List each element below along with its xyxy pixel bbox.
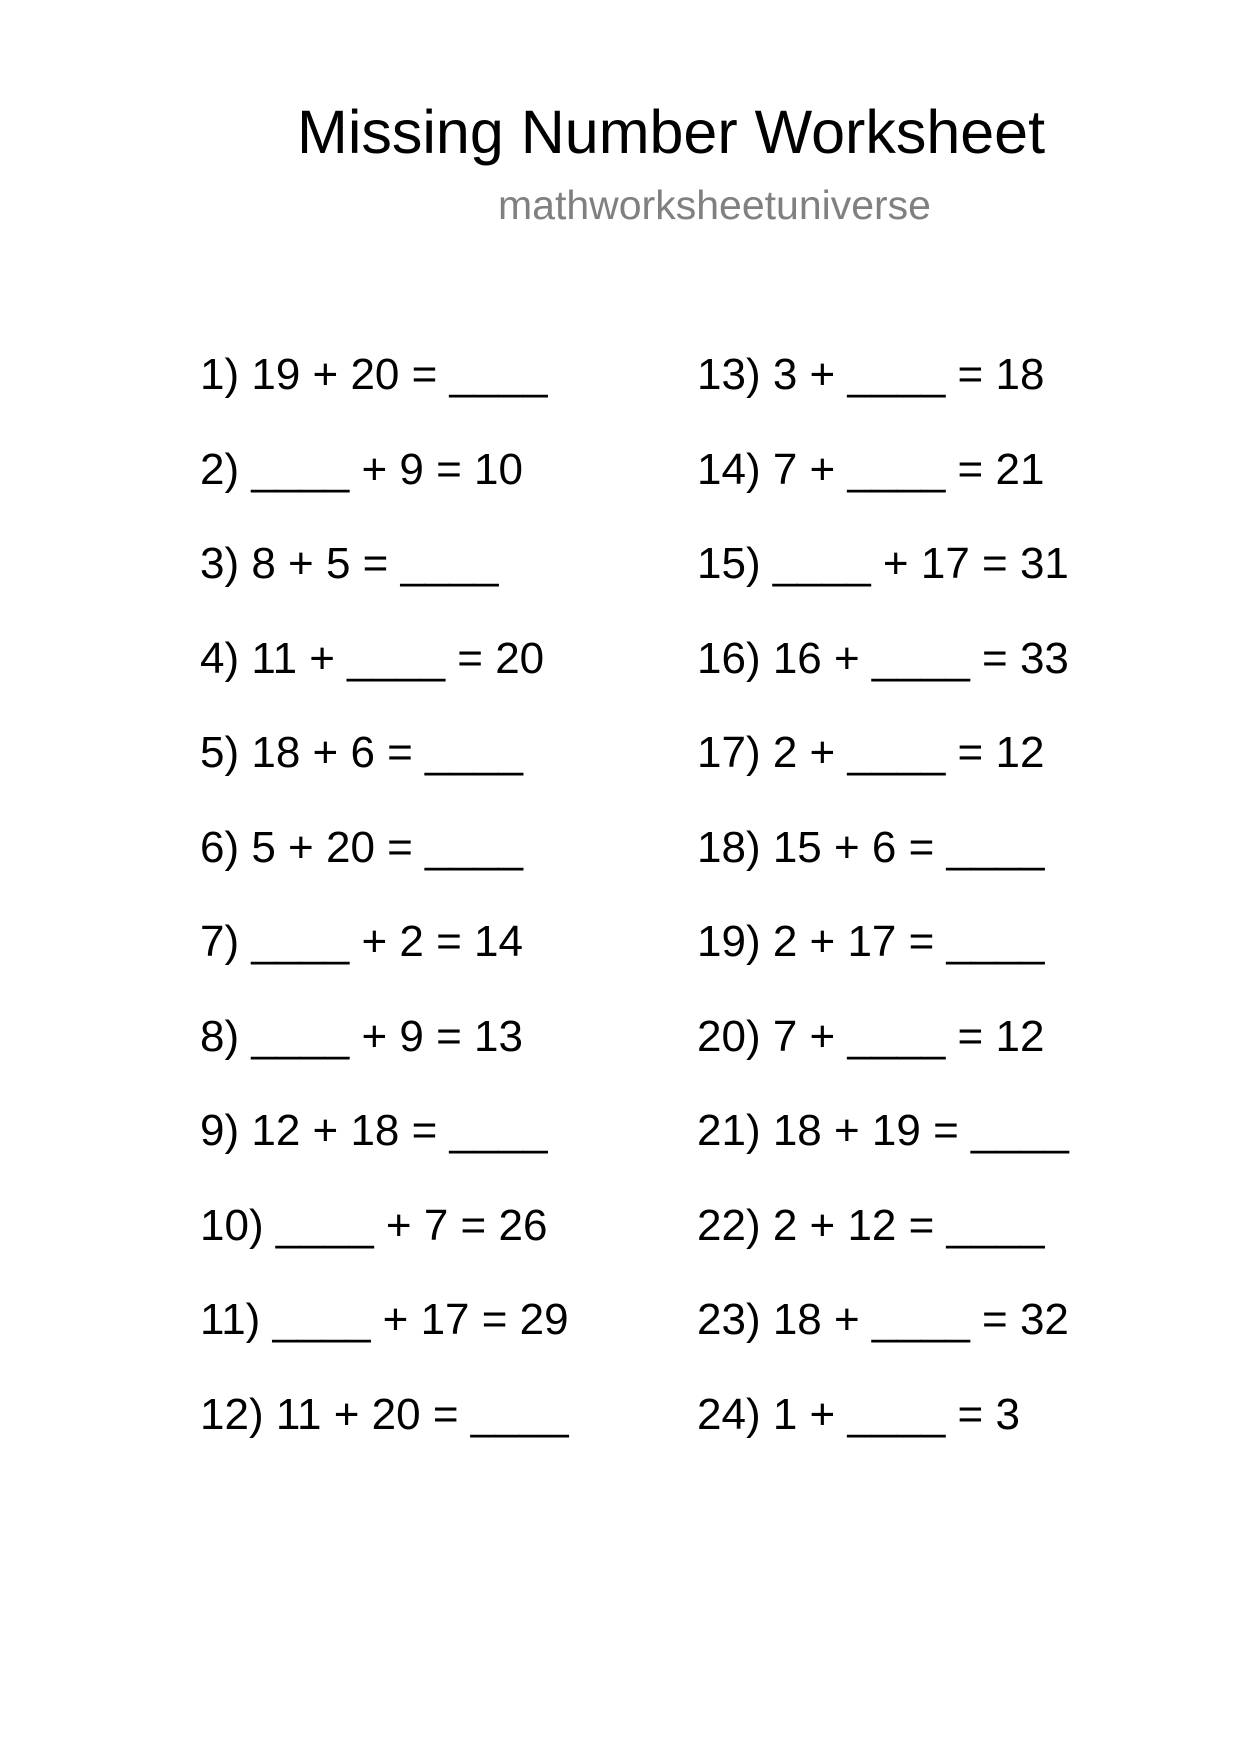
- problem-item: [200, 1102, 569, 1197]
- problems-column-left: [200, 346, 569, 1480]
- problem-item: [200, 1291, 569, 1386]
- problem-item: [697, 1197, 1069, 1292]
- problem-item: [697, 1102, 1069, 1197]
- problem-expression: 19 + 20 = ____: [251, 350, 548, 399]
- problem-expression: 18 + ____ = 32: [772, 1295, 1069, 1344]
- problem-number: 11): [200, 1295, 261, 1344]
- problem-item: [200, 535, 569, 630]
- problem-item: [200, 1197, 569, 1292]
- problem-item: [697, 441, 1069, 536]
- problem-item: [200, 1008, 569, 1103]
- problem-item: [697, 819, 1069, 914]
- problem-expression: ____ + 9 = 10: [251, 444, 523, 494]
- problem-expression: 12 + 18 = ____: [251, 1106, 548, 1155]
- problem-number: 22): [697, 1200, 761, 1250]
- problem-number: 20): [697, 1011, 761, 1061]
- problem-number: 6): [200, 822, 240, 872]
- problem-expression: 2 + 17 = ____: [772, 917, 1045, 966]
- problem-item: [200, 724, 569, 819]
- problem-expression: 1 + ____ = 3: [772, 1389, 1020, 1439]
- problem-item: [200, 630, 569, 725]
- problem-number: 4): [200, 633, 240, 683]
- problem-expression: ____ + 9 = 13: [251, 1011, 523, 1061]
- problem-number: 7): [200, 917, 240, 966]
- problem-expression: 11 + 20 = ____: [275, 1389, 569, 1439]
- problem-number: 24): [697, 1389, 761, 1439]
- problem-item: [200, 1386, 569, 1481]
- worksheet-subtitle: mathworksheetuniverse: [498, 182, 931, 228]
- problem-number: 8): [200, 1011, 240, 1061]
- problem-number: 23): [697, 1295, 761, 1344]
- problem-expression: 8 + 5 = ____: [251, 539, 499, 588]
- problem-item: [697, 346, 1069, 441]
- problem-number: 9): [200, 1106, 240, 1155]
- problem-expression: ____ + 7 = 26: [275, 1200, 548, 1250]
- problem-number: 16): [697, 633, 761, 683]
- problem-expression: 7 + ____ = 12: [772, 1011, 1045, 1061]
- worksheet-title: Missing Number Worksheet: [297, 98, 1046, 166]
- problem-number: 15): [697, 539, 761, 588]
- problem-number: 5): [200, 728, 240, 777]
- problem-expression: ____ + 2 = 14: [251, 917, 523, 966]
- problem-expression: ____ + 17 = 29: [272, 1295, 569, 1344]
- problem-expression: 18 + 6 = ____: [251, 728, 523, 777]
- problem-expression: 3 + ____ = 18: [772, 350, 1045, 399]
- problems-column-right: [697, 346, 1069, 1480]
- problem-item: [697, 724, 1069, 819]
- problem-item: [697, 535, 1069, 630]
- problem-item: [697, 1291, 1069, 1386]
- problem-number: 2): [200, 444, 240, 494]
- problem-expression: 15 + 6 = ____: [772, 822, 1045, 872]
- problem-number: 21): [697, 1106, 761, 1155]
- problem-item: [200, 346, 569, 441]
- problem-item: [200, 819, 569, 914]
- problem-item: [200, 441, 569, 536]
- problem-number: 12): [200, 1389, 264, 1439]
- problem-expression: 11 + ____ = 20: [251, 633, 545, 683]
- problem-expression: 5 + 20 = ____: [251, 822, 523, 872]
- problem-expression: 7 + ____ = 21: [772, 444, 1045, 494]
- problem-item: [697, 913, 1069, 1008]
- problem-expression: 16 + ____ = 33: [772, 633, 1069, 683]
- problem-number: 13): [697, 350, 761, 399]
- problem-number: 18): [697, 822, 761, 872]
- problem-number: 1): [200, 350, 240, 399]
- problem-expression: 2 + 12 = ____: [772, 1200, 1045, 1250]
- problem-number: 10): [200, 1200, 264, 1250]
- problem-item: [697, 1008, 1069, 1103]
- problem-item: [200, 913, 569, 1008]
- problem-number: 19): [697, 917, 761, 966]
- problem-expression: ____ + 17 = 31: [772, 539, 1069, 588]
- problem-expression: 2 + ____ = 12: [772, 728, 1045, 777]
- problem-expression: 18 + 19 = ____: [772, 1106, 1069, 1155]
- problem-number: 17): [697, 728, 761, 777]
- problem-number: 3): [200, 539, 240, 588]
- problem-item: [697, 1386, 1069, 1481]
- problem-number: 14): [697, 444, 761, 494]
- problem-item: [697, 630, 1069, 725]
